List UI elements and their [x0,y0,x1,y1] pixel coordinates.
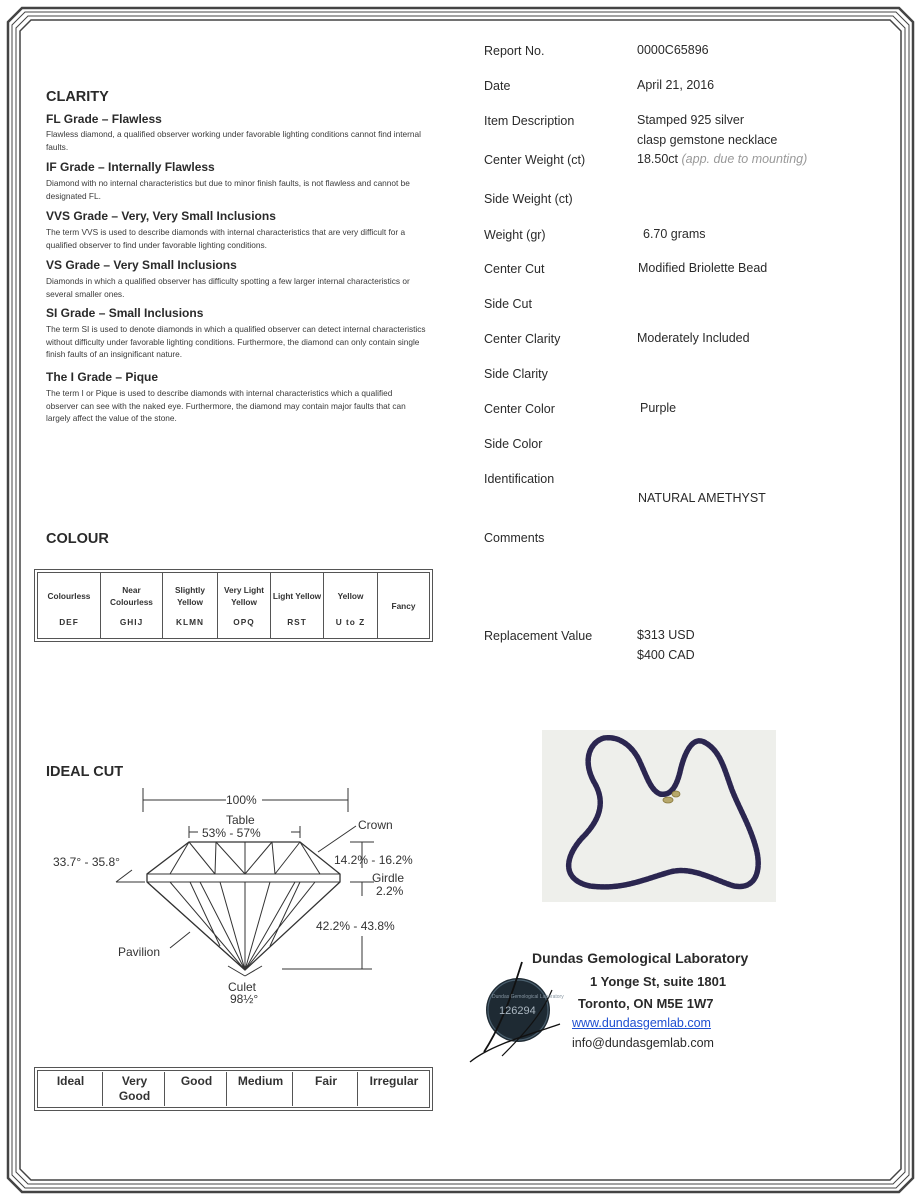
field-label-weight-gr: Weight (gr) [484,228,546,242]
grade-title-vs: VS Grade – Very Small Inclusions [46,258,237,272]
field-value-center-clarity: Moderately Included [637,331,750,345]
diagram-girdle-label: Girdle [372,871,405,885]
colour-cell-yellow [324,573,378,638]
lab-address-line1: 1 Yonge St, suite 1801 [590,974,727,989]
cut-grade-cell: Ideal [39,1072,103,1106]
cut-grade-cell: Medium [229,1072,293,1106]
diagram-crown-height: 14.2% - 16.2% [334,853,413,867]
diagram-culet-value: 98½° [230,992,259,1006]
colour-cell-letters: U to Z [335,616,366,627]
field-label-comments: Comments [484,531,545,545]
cut-grade-cell: Very Good [105,1072,165,1106]
colour-cell-letters: KLMN [176,616,204,627]
clarity-heading: CLARITY [46,89,109,105]
colour-cell-letters: OPQ [233,616,255,627]
field-value-weight-gr: 6.70 grams [643,227,706,241]
diagram-crown-angle: 33.7° - 35.8° [53,855,120,869]
ideal-cut-diagram [50,786,440,1008]
colour-cell-slightly-yellow [163,573,218,638]
field-value-center-cut: Modified Briolette Bead [638,261,768,275]
colour-cell-label: Colourless [47,590,91,601]
colour-cell-letters: GHIJ [119,616,144,627]
field-label-side-cut: Side Cut [484,297,532,311]
field-value-replacement-usd: $313 USD [637,628,695,642]
colour-cell-letters: DEF [59,616,79,627]
laboratory-seal-icon [462,954,572,1066]
cut-grade-table [34,1067,433,1111]
field-value-identification: NATURAL AMETHYST [638,491,766,505]
diagram-table-label: Table [226,813,255,827]
colour-cell-label: Yellow [337,590,364,601]
grade-title-vvs: VVS Grade – Very, Very Small Inclusions [46,209,276,223]
colour-cell-label: Light Yellow [272,590,322,601]
field-label-center-cut: Center Cut [484,262,545,276]
grade-title-if: IF Grade – Internally Flawless [46,160,215,174]
colour-cell-very-light-yellow [218,573,271,638]
diagram-culet-label: Culet [228,980,257,994]
grade-desc-fl: Flawless diamond, a qualified observer working under favorable lighting conditions cannot find internal faults. [46,129,421,152]
grade-desc-if: Diamond with no internal characteristics but due to minor finish faults, is not flawless and cannot be designated FL. [46,178,410,201]
field-label-item-description: Item Description [484,114,575,128]
diagram-pavilion-depth: 42.2% - 43.8% [316,919,395,933]
seal-number: 126294 [499,1005,536,1017]
field-value-item-description-line2: clasp gemstone necklace [637,133,778,147]
lab-website-link[interactable]: www.dundasgemlab.com [572,1016,711,1030]
seal-text: Dundas Gemological Laboratory [492,994,564,1000]
field-label-date: Date [484,79,511,93]
field-label-report-no: Report No. [484,44,545,58]
grade-desc-vvs: The term VVS is used to describe diamonds with internal characteristics that are very difficult for a qualified observer to find under favorable lighting conditions. [46,227,406,250]
center-weight-value: 18.50ct [637,152,679,166]
colour-scale-table [34,569,433,642]
field-label-side-color: Side Color [484,437,543,451]
cut-grade-cell: Fair [295,1072,358,1106]
cut-grade-cell: Good [167,1072,227,1106]
field-value-center-weight [637,150,807,169]
field-label-side-clarity: Side Clarity [484,367,548,381]
grade-title-i: The I Grade – Pique [46,370,159,384]
diagram-total-label: 100% [226,793,257,807]
field-value-report-no: 0000C65896 [637,43,709,57]
grade-desc-i: The term I or Pique is used to describe diamonds with internal characteristics which a qualified observer can see with the naked eye. Furthermore, the diamond may contain major faults that can largely affect the value of the stone. [46,388,406,423]
colour-cell-light-yellow [271,573,324,638]
colour-cell-near-colourless [101,573,163,638]
lab-email: info@dundasgemlab.com [572,1036,714,1050]
colour-cell-label: Very Light Yellow [223,584,265,607]
grade-title-si: SI Grade – Small Inclusions [46,306,204,320]
colour-cell-colourless [38,573,101,638]
field-label-center-color: Center Color [484,402,555,416]
field-label-center-clarity: Center Clarity [484,332,561,346]
field-label-side-weight: Side Weight (ct) [484,192,573,206]
lab-address-line2: Toronto, ON M5E 1W7 [578,996,714,1011]
colour-cell-label: Near Colourless [110,584,153,607]
center-weight-note: (app. due to mounting) [681,152,808,166]
diagram-table-range: 53% - 57% [202,826,261,840]
grade-title-fl: FL Grade – Flawless [46,112,162,126]
lab-name: Dundas Gemological Laboratory [532,950,749,966]
field-value-item-description: Stamped 925 silver [637,113,745,127]
field-value-center-color: Purple [640,401,677,415]
field-label-replacement-value: Replacement Value [484,629,593,643]
field-label-center-weight: Center Weight (ct) [484,153,586,167]
diagram-crown-label: Crown [358,818,393,832]
colour-cell-label: Fancy [391,600,416,611]
grade-desc-vs: Diamonds in which a qualified observer has difficulty spotting a few larger internal characteristics or several smaller ones. [46,276,410,299]
grade-desc-si: The term SI is used to denote diamonds in which a qualified observer can detect internal characteristics without difficulty under favorable lighting conditions. Furthermore, the diamond can only contain single finish faults of an insignificant nature. [46,324,426,359]
diagram-pavilion-label: Pavilion [118,945,161,959]
ideal-cut-heading: IDEAL CUT [46,764,124,780]
field-value-replacement-cad: $400 CAD [637,648,695,662]
diagram-girdle-value: 2.2% [376,884,404,898]
cut-grade-cell: Irregular [369,1074,419,1088]
colour-heading: COLOUR [46,531,109,547]
colour-cell-letters: RST [287,616,307,627]
field-label-identification: Identification [484,472,555,486]
colour-cell-label: Slightly Yellow [175,584,205,607]
colour-cell-fancy [378,573,429,638]
field-value-date: April 21, 2016 [637,78,715,92]
necklace-photo [542,730,776,902]
